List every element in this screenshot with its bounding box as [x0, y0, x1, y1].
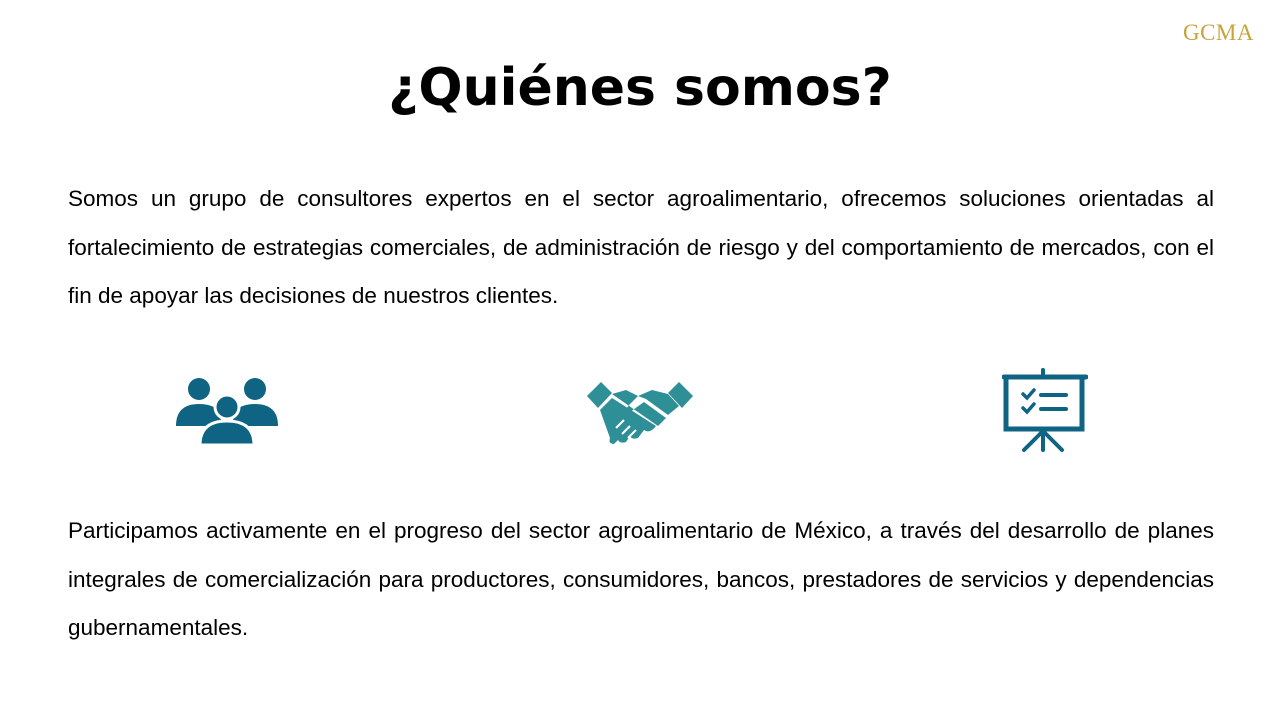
intro-paragraph: Somos un grupo de consultores expertos en el sector agroalimentario, ofrecemos soluciones orientadas al fortalecimiento de estrategias comerciales, de administración de riesgo y del comportamiento de mercados, con el fin de apoyar las decisiones de nuestros clientes.: [68, 186, 1214, 308]
people-group-icon: [174, 374, 280, 446]
mission-paragraph: Participamos activamente en el progreso del sector agroalimentario de México, a través del desarrollo de planes integrales de comercialización para productores, consumidores, bancos, prestadores de servicios y dependencias gubernamentales.: [68, 518, 1214, 640]
handshake-icon: [586, 378, 694, 448]
presentation-board-icon: [1002, 368, 1088, 454]
slide-title: ¿Quiénes somos?: [388, 58, 892, 118]
gcma-logo: GCMA: [1182, 20, 1254, 45]
